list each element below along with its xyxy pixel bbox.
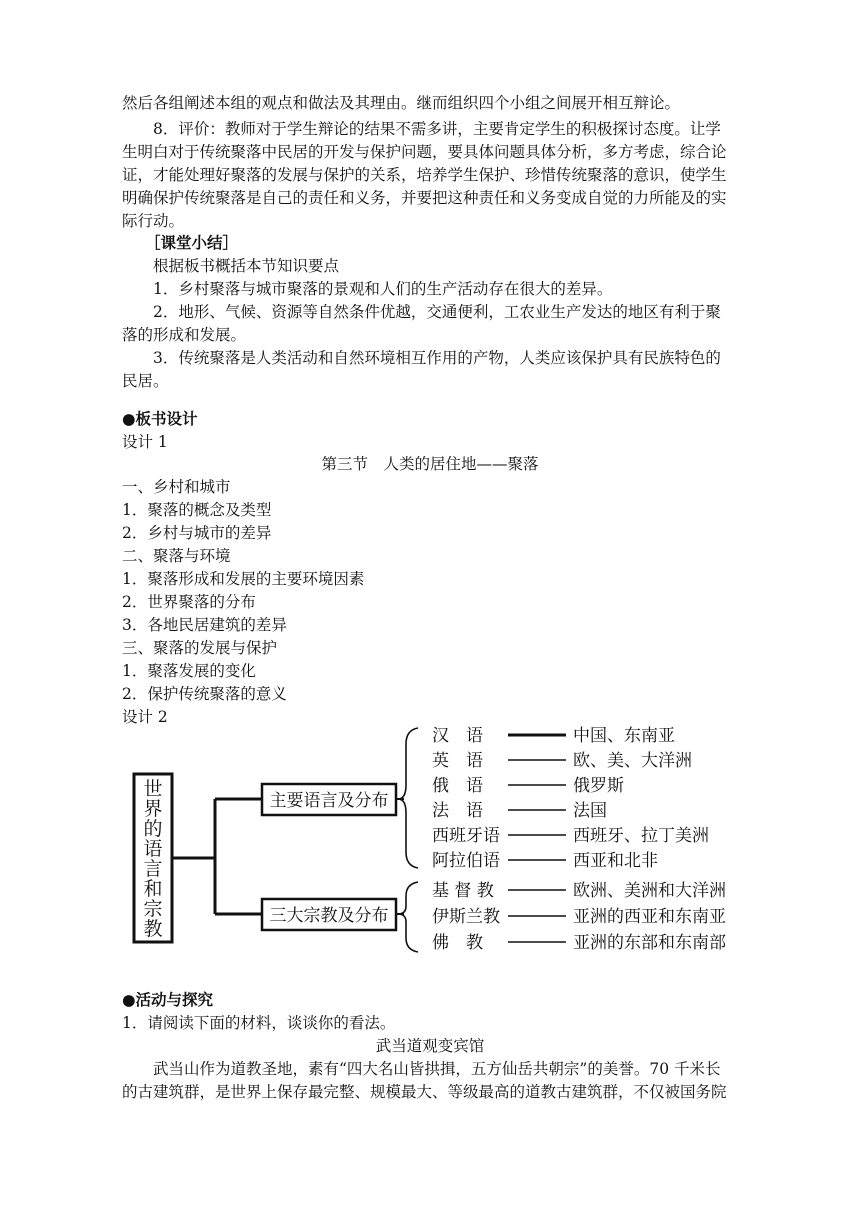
outline-item: 1．聚落发展的变化 — [122, 662, 256, 680]
design1-title: 第三节 人类的居住地——聚落 — [321, 455, 539, 473]
section-heading-summary: ［课堂小结］ — [145, 233, 239, 252]
item-right: 中国、东南亚 — [573, 726, 675, 746]
outline-item: 三、聚落的发展与保护 — [122, 639, 278, 657]
outline-item: 2．乡村与城市的差异 — [122, 524, 272, 542]
brace-religions — [398, 882, 418, 952]
branch-label-languages: 主要语言及分布 — [269, 791, 389, 811]
root-char: 宗 — [143, 898, 163, 920]
section-heading-activity: ●活动与探究 — [122, 990, 214, 1009]
paragraph-line: 3．传统聚落是人类活动和自然环境相互作用的产物，人类应该保护具有民族特色的 — [153, 349, 721, 367]
item-left: 俄 语 — [432, 776, 483, 796]
paragraph-line: 生明白对于传统聚落中民居的开发与保护问题，要具体问题具体分析，多方考虑，综合论 — [122, 143, 727, 161]
paragraph-line: 1．乡村聚落与城市聚落的景观和人们的生产活动存在很大的差异。 — [153, 280, 613, 298]
item-left: 基 督 教 — [432, 881, 494, 901]
root-char: 教 — [143, 918, 163, 940]
article-line: 武当山作为道教圣地，素有“四大名山皆拱揖，五方仙岳共朝宗”的美誉。70 千米长 — [153, 1060, 721, 1078]
design2-label: 设计 2 — [122, 708, 168, 726]
paragraph-line: 2．地形、气候、资源等自然条件优越，交通便利，工农业生产发达的地区有利于聚 — [153, 303, 721, 321]
root-char: 世 — [143, 778, 163, 800]
outline-item: 一、乡村和城市 — [122, 478, 231, 496]
section-heading-board: ●板书设计 — [122, 409, 198, 428]
root-char: 言 — [143, 858, 163, 880]
paragraph-line: 民居。 — [122, 372, 169, 390]
root-char: 的 — [143, 818, 163, 840]
item-left: 西班牙语 — [432, 826, 500, 846]
branch-label-religions: 三大宗教及分布 — [269, 906, 389, 926]
design1-label: 设计 1 — [122, 433, 168, 451]
item-right: 法国 — [573, 801, 607, 821]
root-char: 界 — [143, 798, 163, 820]
paragraph-line: 然后各组阐述本组的观点和做法及其理由。继而组织四个小组之间展开相互辩论。 — [122, 94, 681, 112]
item-left: 阿拉伯语 — [432, 851, 500, 871]
paragraph-line: 际行动。 — [122, 212, 185, 230]
root-char: 和 — [143, 878, 163, 900]
item-left: 英 语 — [432, 751, 483, 771]
paragraph-line: 8．评价：教师对于学生辩论的结果不需多讲，主要肯定学生的积极探讨态度。让学 — [153, 120, 721, 138]
outline-item: 1．聚落形成和发展的主要环境因素 — [122, 570, 365, 588]
article-line: 的古建筑群，是世界上保存最完整、规模最大、等级最高的道教古建筑群，不仅被国务院 — [122, 1083, 727, 1101]
outline-item: 二、聚落与环境 — [122, 547, 231, 565]
article-title: 武当道观变宾馆 — [375, 1037, 485, 1055]
brace-languages — [398, 728, 418, 868]
item-right: 亚洲的西亚和东南亚 — [573, 907, 726, 927]
item-right: 欧洲、美洲和大洋洲 — [573, 881, 726, 901]
item-left: 伊斯兰教 — [432, 907, 500, 927]
outline-item: 1．聚落的概念及类型 — [122, 501, 272, 519]
paragraph-line: 根据板书概括本节知识要点 — [153, 257, 340, 275]
item-left: 汉 语 — [432, 726, 483, 746]
item-right: 亚洲的东部和东南部 — [573, 933, 726, 953]
outline-item: 3．各地民居建筑的差异 — [122, 616, 287, 634]
paragraph-line: 明确保护传统聚落是自己的责任和义务，并要把这种责任和义务变成自觉的力所能及的实 — [122, 189, 727, 207]
outline-item: 2．保护传统聚落的意义 — [122, 685, 287, 703]
item-left: 法 语 — [432, 801, 483, 821]
item-right: 欧、美、大洋洲 — [573, 751, 692, 771]
root-char: 语 — [143, 838, 163, 860]
item-right: 西亚和北非 — [573, 851, 658, 871]
paragraph-line: 落的形成和发展。 — [122, 326, 247, 344]
item-right: 西班牙、拉丁美洲 — [573, 826, 709, 846]
item-left: 佛 教 — [432, 933, 483, 953]
item-right: 俄罗斯 — [573, 776, 624, 796]
activity-question: 1．请阅读下面的材料，谈谈你的看法。 — [122, 1014, 396, 1032]
outline-item: 2．世界聚落的分布 — [122, 593, 256, 611]
paragraph-line: 证，才能处理好聚落的发展与保护的关系，培养学生保护、珍惜传统聚落的意识，使学生 — [122, 166, 727, 184]
